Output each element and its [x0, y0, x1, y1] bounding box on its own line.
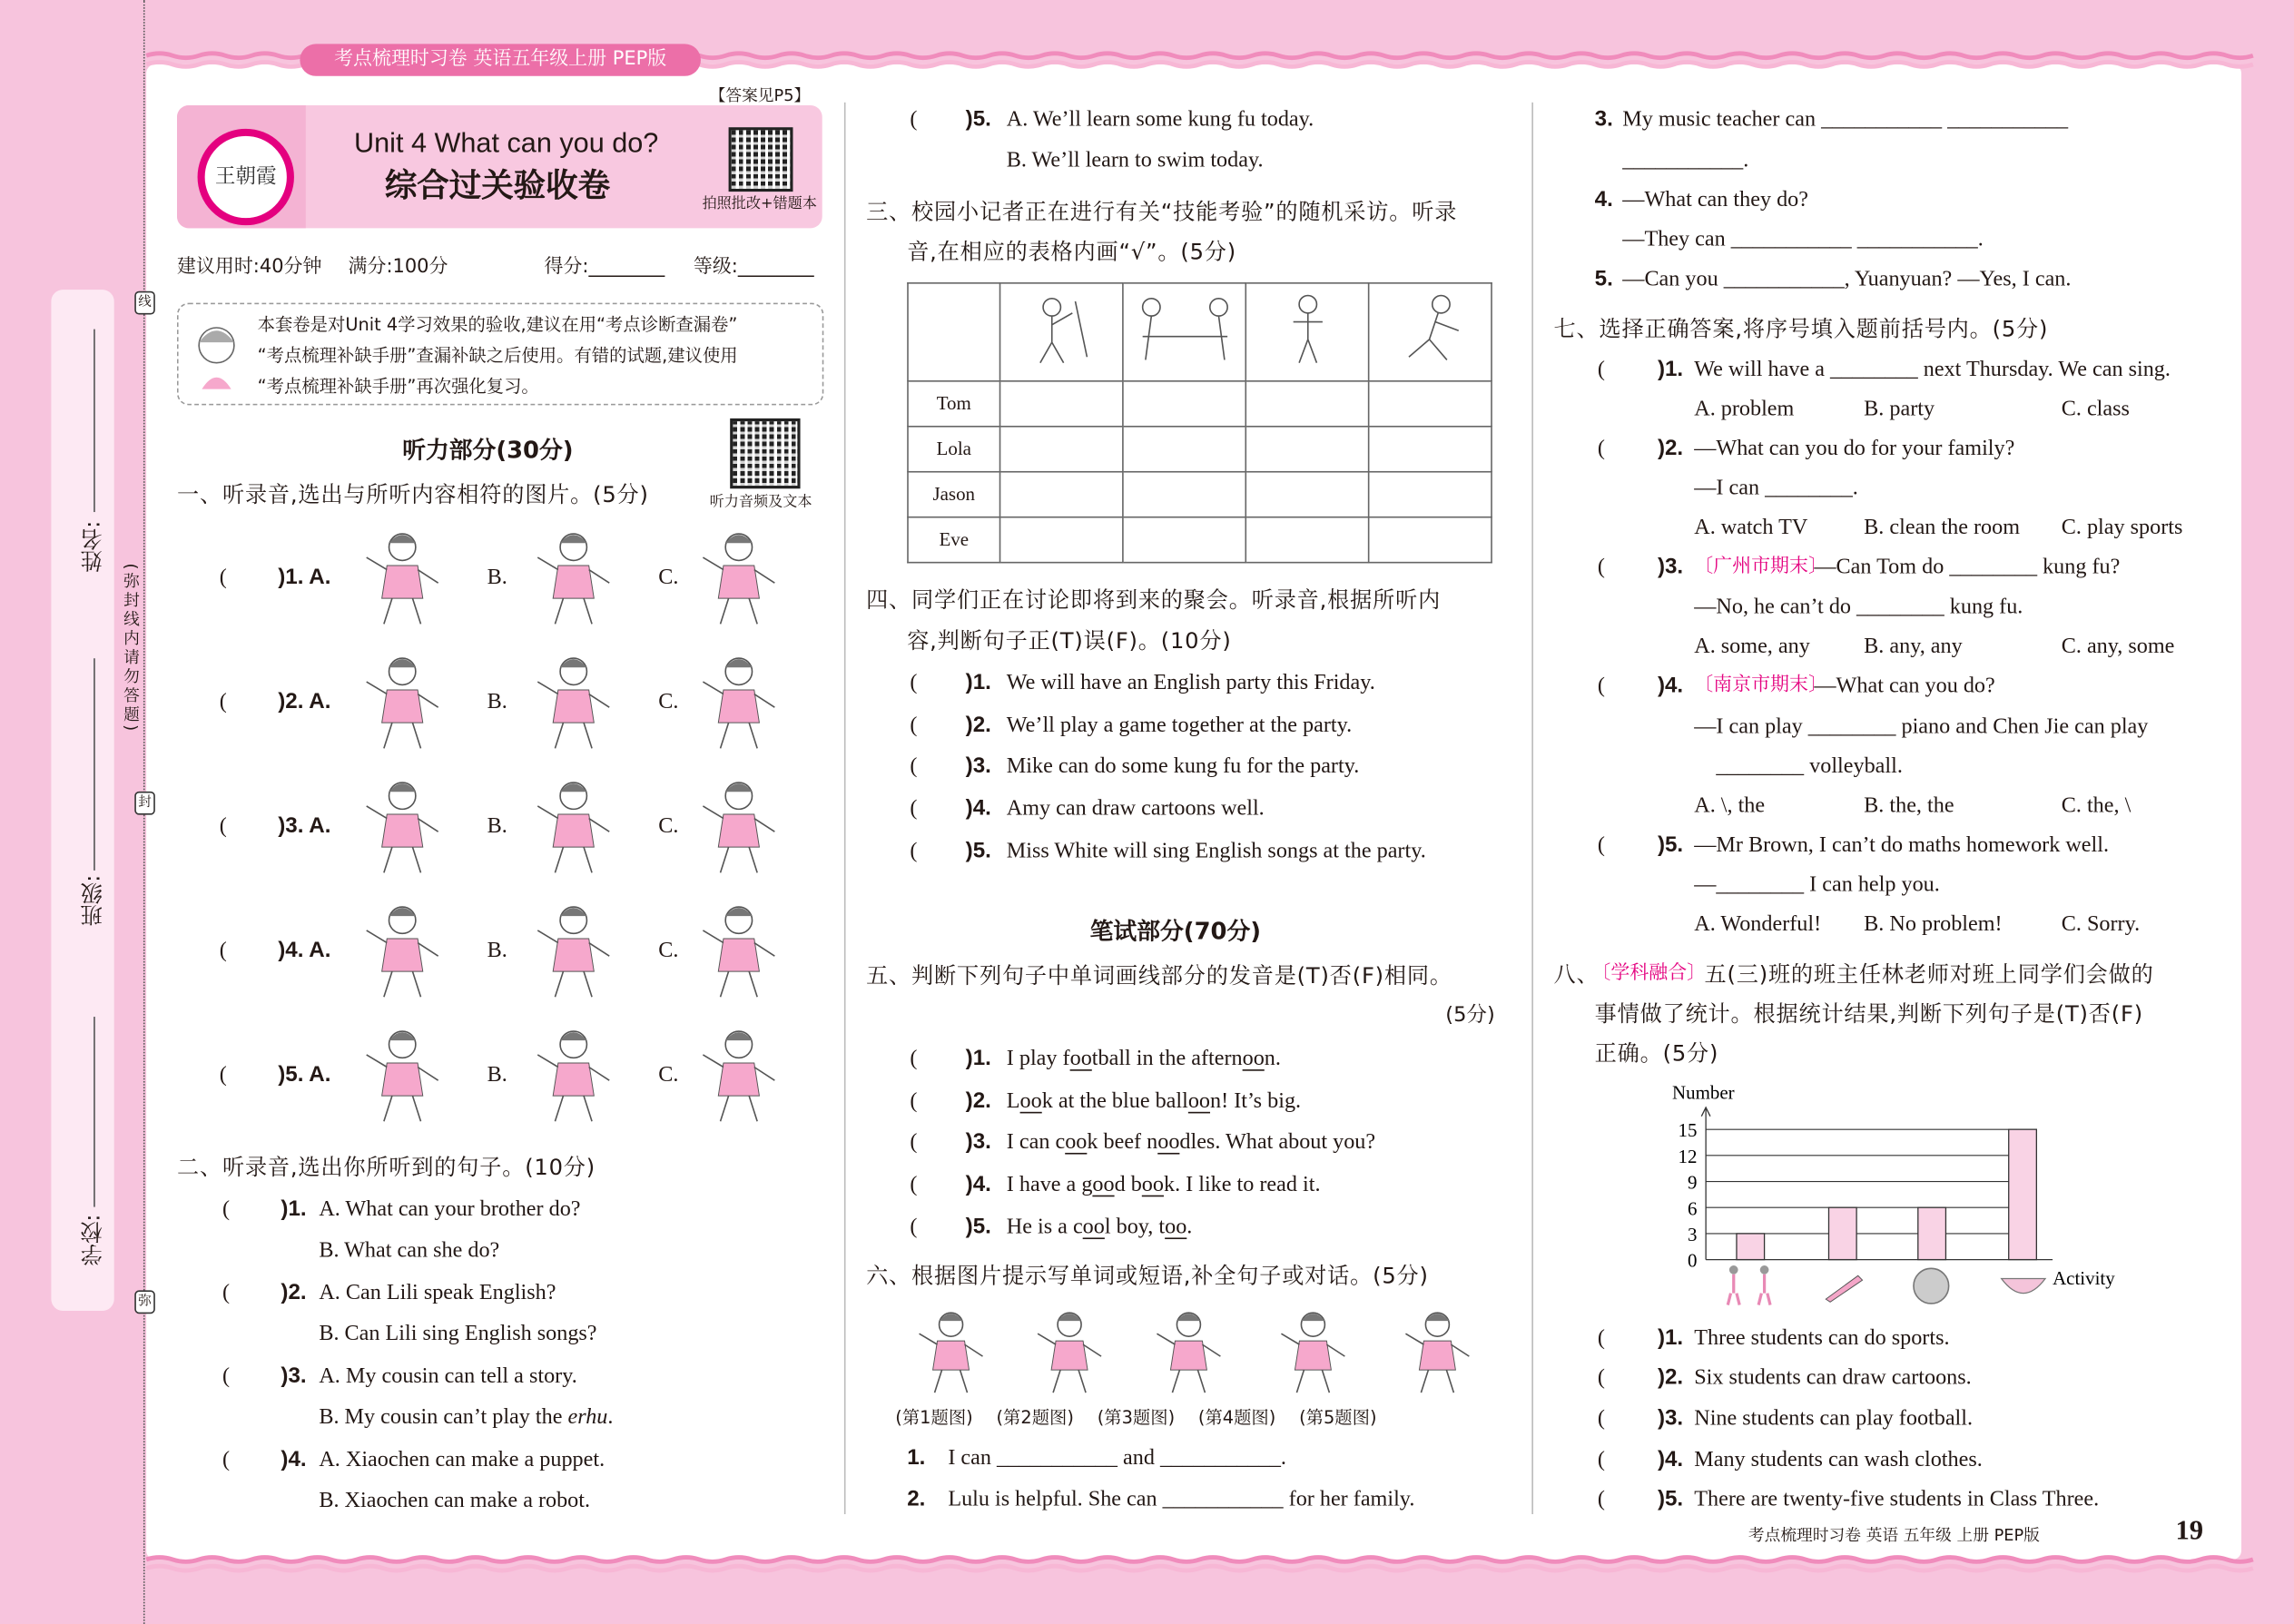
section-8-title: 正确。(5分) [1594, 1039, 1719, 1067]
item-number: )3. [281, 1363, 307, 1389]
item-number: )3. [1657, 1405, 1684, 1432]
check-cell[interactable] [1000, 381, 1123, 427]
option-b-label: B. [487, 690, 507, 714]
sentence [1007, 1215, 1193, 1241]
check-cell[interactable] [1369, 381, 1492, 427]
option-c-label: C. [658, 939, 679, 963]
option-b-text: B. My cousin can’t play the [319, 1405, 568, 1430]
answer-bracket[interactable]: ( [910, 671, 918, 695]
bottom-wave [146, 1558, 2253, 1562]
y-tick-label: 6 [1687, 1197, 1698, 1220]
item-number: )1. A. [278, 565, 331, 590]
question-line: —No, he can’t do ________ kung fu. [1694, 595, 2023, 619]
answer-bracket[interactable]: ( [1597, 833, 1605, 858]
answer-reference: 【答案见P5】 [709, 86, 811, 106]
option-c-picture [695, 651, 783, 753]
picture-caption: (第2题图) [996, 1407, 1074, 1428]
option-b-label: B. [487, 1063, 507, 1088]
option-a-picture [359, 900, 447, 1002]
seal-mark: 线 [134, 291, 155, 315]
qr-code[interactable] [729, 127, 793, 192]
answer-bracket[interactable]: ( [910, 1216, 918, 1240]
sentence-part: L [1006, 1089, 1020, 1114]
item-number: )4. [965, 1171, 991, 1197]
answer-bracket[interactable]: ( [910, 797, 918, 822]
option-c-picture [695, 1024, 783, 1127]
section-3-title: 三、校园小记者正在进行有关“技能考验”的随机采访。听录 [866, 199, 1458, 226]
sentence-part: dles. What about you? [1179, 1130, 1376, 1155]
item-number: )4. A. [278, 938, 331, 963]
option-b[interactable]: B. clean the room [1864, 516, 2021, 540]
item-number: )3. [965, 1129, 991, 1155]
intro-line: “考点梳理补缺手册”查漏补缺之后使用。有错的试题,建议使用 [257, 345, 738, 366]
item-number: )1. [281, 1196, 307, 1222]
answer-bracket[interactable]: ( [1597, 1448, 1605, 1472]
statement: Miss White will sing English songs at the party. [1006, 840, 1426, 863]
item-number: )3. A. [278, 813, 331, 839]
option-a[interactable]: A. some, any [1694, 635, 1810, 659]
option-b-picture [529, 651, 617, 753]
y-tick-label: 9 [1687, 1171, 1698, 1194]
statement: We’ll play a game together at the party. [1006, 714, 1353, 738]
option-a[interactable]: A. problem [1694, 398, 1795, 422]
check-cell[interactable] [1245, 517, 1368, 563]
full-score: 满分:100分 [348, 256, 448, 279]
sentence-part: k beef n [1087, 1130, 1158, 1155]
option-b-text: B. Xiaochen can make a robot. [319, 1489, 591, 1513]
option-a-picture [359, 651, 447, 753]
underlined-letters: oo [1019, 1089, 1042, 1114]
sentence-part: n! It’s big. [1210, 1089, 1302, 1114]
bottom-wave [146, 1566, 2253, 1570]
girl-illustration [187, 319, 245, 392]
qr-caption: 听力音频及文本 [709, 494, 812, 511]
class-line[interactable] [94, 658, 95, 871]
item-number: )1. [1657, 357, 1684, 382]
item-number: )3. [1657, 554, 1684, 580]
fill-in-sentence[interactable]: My music teacher can ___________ ___________ [1622, 108, 2069, 133]
option-a[interactable]: A. Xiaochen can make a puppet. [319, 1448, 605, 1472]
item-number: )2. [965, 1088, 991, 1114]
answer-bracket[interactable]: ( [222, 1364, 231, 1389]
item-number: )2. A. [278, 689, 331, 714]
underlined-letters: oo [1069, 1047, 1092, 1071]
sentence [1007, 1172, 1321, 1198]
hint-picture-2 [1024, 1306, 1115, 1397]
seal-mark: 弥 [134, 1290, 155, 1314]
fill-in-sentence[interactable]: —Can you ___________, Yuanyuan? —Yes, I can. [1622, 267, 2072, 291]
option-a-picture [359, 775, 447, 878]
section-5-title: 五、判断下列句子中单词画线部分的发音是(T)否(F)相同。 [866, 962, 1452, 989]
option-a[interactable]: A. What can your brother do? [319, 1197, 581, 1222]
item-number: )5. A. [278, 1062, 331, 1088]
answer-bracket[interactable]: ( [1597, 1326, 1605, 1351]
sentence-part: He is a c [1006, 1216, 1083, 1240]
option-b[interactable] [319, 1488, 590, 1514]
option-c-picture [695, 527, 783, 629]
answer-bracket[interactable]: ( [1597, 1366, 1605, 1391]
option-b-picture [529, 775, 617, 878]
question-line: —I can play ________ piano and Chen Jie can play [1694, 715, 2149, 739]
unit-title: Unit 4 What can you do? [354, 128, 659, 160]
question-line: —What can you do for your family? [1694, 437, 2015, 461]
school-label: 学校: [79, 1214, 106, 1266]
fill-in-continuation[interactable]: —They can ___________ ___________. [1622, 228, 1984, 252]
option-b-picture [529, 1024, 617, 1127]
series-title: 考点梳理时习卷 英语五年级上册 PEP版 [300, 44, 701, 75]
question-line: —________ I can help you. [1694, 873, 1940, 897]
sentence-part: tball in the aftern [1091, 1047, 1243, 1071]
option-c[interactable]: C. play sports [2061, 516, 2183, 540]
brand-logo: 王朝霞 [198, 129, 294, 225]
question-line: —Can Tom do ________ kung fu? [1814, 556, 2121, 580]
sentence-part: . [1186, 1216, 1193, 1240]
hint-picture-4 [1258, 1306, 1368, 1397]
y-tick-label: 12 [1678, 1145, 1698, 1167]
answer-bracket[interactable]: ( [1597, 556, 1605, 580]
y-tick-label: 15 [1678, 1119, 1698, 1142]
answer-bracket[interactable]: ( [219, 566, 227, 590]
check-cell[interactable] [1123, 517, 1245, 563]
option-a[interactable]: A. Wonderful! [1694, 912, 1822, 937]
underlined-letters: oo [1165, 1216, 1187, 1240]
skill-header [1369, 283, 1492, 381]
item-number: )1. [965, 1046, 991, 1071]
section-8-tag: 〔学科融合〕 [1591, 962, 1707, 985]
section-4-title: 容,判断句子正(T)误(F)。(10分) [907, 627, 1232, 655]
answer-bracket[interactable]: ( [219, 939, 227, 963]
hint-picture-3 [1148, 1306, 1229, 1397]
item-number: 2. [907, 1486, 926, 1511]
option-c-label: C. [658, 814, 679, 839]
option-b-label: B. [487, 814, 507, 839]
item-number: 4. [1594, 187, 1613, 212]
fill-in-sentence[interactable]: Lulu is helpful. She can ___________ for her family. [948, 1487, 1415, 1511]
option-c-label: C. [658, 1063, 679, 1088]
item-number: )4. [1657, 1446, 1684, 1472]
answer-bracket[interactable]: ( [1597, 1407, 1605, 1432]
answer-bracket[interactable]: ( [219, 814, 227, 839]
statement: Amy can draw cartoons well. [1006, 797, 1265, 822]
underlined-letters: oo [1157, 1130, 1180, 1155]
sentence [1007, 1129, 1375, 1156]
item-number: 5. [1594, 266, 1613, 291]
answer-bracket[interactable]: ( [910, 714, 918, 738]
option-b[interactable]: B. No problem! [1864, 912, 2003, 937]
fill-in-sentence[interactable]: —What can they do? [1622, 188, 1808, 212]
section-8-title: 事情做了统计。根据统计结果,判断下列句子是(T)否(F) [1594, 1000, 2143, 1028]
section-2-title: 二、听录音,选出你所听到的句子。(10分) [177, 1154, 596, 1181]
statement: Mike can do some kung fu for the party. [1006, 754, 1360, 779]
option-c-picture [695, 900, 783, 1002]
option-b[interactable]: B. the, the [1864, 794, 1954, 818]
item-number: )5. [1657, 832, 1684, 858]
section-1-title: 一、听录音,选出与所听内容相符的图片。(5分) [177, 481, 649, 508]
option-a[interactable]: A. \, the [1694, 794, 1766, 818]
section-6-title: 六、根据图片提示写单词或短语,补全句子或对话。(5分) [866, 1262, 1429, 1289]
section-3-title: 音,在相应的表格内画“√”。(5分) [907, 238, 1237, 265]
underlined-letters: oo [1065, 1130, 1088, 1155]
option-b[interactable]: B. party [1864, 398, 1935, 422]
statement: Many students can wash clothes. [1694, 1448, 1983, 1472]
option-b-label: B. [487, 566, 507, 590]
check-cell[interactable] [1369, 427, 1492, 472]
sentence [1007, 1046, 1281, 1072]
option-b-label: B. [487, 939, 507, 963]
option-b[interactable]: B. any, any [1864, 635, 1963, 659]
page-number: 19 [2175, 1515, 2204, 1547]
intro-line: 本套卷是对Unit 4学习效果的验收,建议在用“考点诊断查漏卷” [257, 314, 738, 336]
y-tick-label: 3 [1687, 1223, 1698, 1245]
qr-caption: 拍照批改+错题本 [702, 195, 817, 212]
check-cell[interactable] [1000, 517, 1123, 563]
answer-bracket[interactable]: ( [222, 1197, 231, 1222]
answer-bracket[interactable]: ( [222, 1448, 231, 1472]
option-b[interactable] [319, 1321, 596, 1347]
option-c-label: C. [658, 690, 679, 714]
check-cell[interactable] [1369, 472, 1492, 517]
item-number: )5. [965, 838, 991, 863]
item-number: )2. [281, 1280, 307, 1305]
x-axis-label: Activity [2053, 1266, 2115, 1289]
table-corner [908, 283, 1000, 381]
option-c-label: C. [658, 566, 679, 590]
option-a[interactable]: A. watch TV [1694, 516, 1808, 540]
name-line[interactable] [94, 330, 95, 512]
skill-header [1123, 283, 1245, 381]
paper-title: 综合过关验收卷 [384, 168, 611, 205]
option-b-text: B. What can she do? [319, 1239, 500, 1263]
item-number: 1. [907, 1445, 926, 1471]
underlined-letters: oo [1092, 1173, 1115, 1197]
hint-picture-5 [1383, 1306, 1492, 1397]
answer-bracket[interactable]: ( [219, 690, 227, 714]
option-b-picture [529, 527, 617, 629]
hint-picture-1 [907, 1306, 995, 1397]
row-name: Eve [908, 517, 1000, 563]
y-tick-label: 0 [1687, 1249, 1698, 1272]
section-7-title: 七、选择正确答案,将序号填入题前括号内。(5分) [1553, 316, 2049, 343]
answer-bracket[interactable]: ( [1597, 1487, 1605, 1511]
statement: We will have an English party this Friday. [1006, 671, 1375, 695]
name-label: 姓名: [79, 520, 106, 573]
answer-bracket[interactable]: ( [1597, 674, 1605, 698]
picture-caption: (第3题图) [1097, 1407, 1176, 1428]
seal-mark: 封 [134, 792, 155, 815]
section-8-number: 八、 [1553, 960, 1600, 988]
student-info-strip [51, 290, 113, 1311]
sentence-part: I have a g [1006, 1173, 1093, 1197]
check-cell[interactable] [1245, 381, 1368, 427]
fill-in-sentence[interactable]: I can ___________ and ___________. [948, 1446, 1286, 1471]
option-b-text: B. Can Lili sing English songs? [319, 1322, 597, 1346]
fill-in-continuation[interactable]: ___________. [1622, 149, 1749, 173]
section-5-score: (5分) [1445, 1003, 1495, 1028]
column-divider [1531, 103, 1533, 1514]
option-a-picture [359, 527, 447, 629]
option-b-picture [529, 900, 617, 1002]
section-4-title: 四、同学们正在讨论即将到来的聚会。听录音,根据所听内 [866, 586, 1442, 614]
question-source-tag: 〔南京市期末〕 [1694, 674, 1827, 697]
check-cell[interactable] [1123, 381, 1245, 427]
sentence-part: I play f [1006, 1047, 1070, 1071]
sentence-part: k at the blue ball [1041, 1089, 1188, 1114]
skill-header [1000, 283, 1123, 381]
question-line: —I can ________. [1694, 477, 1858, 501]
dancing-icon [1393, 292, 1467, 366]
answer-bracket[interactable]: ( [910, 1047, 918, 1071]
check-cell[interactable] [1123, 472, 1245, 517]
option-c[interactable]: C. the, \ [2061, 794, 2132, 818]
check-cell[interactable] [1245, 427, 1368, 472]
underlined-letters: oo [1082, 1216, 1105, 1240]
option-b-italic: erhu [567, 1405, 608, 1430]
qr-code[interactable] [730, 418, 800, 488]
option-a[interactable]: A. We’ll learn some kung fu today. [1006, 108, 1314, 133]
option-c-picture [695, 775, 783, 878]
skill-header [1245, 283, 1368, 381]
item-number: )3. [965, 753, 991, 779]
sentence-part: I can c [1006, 1130, 1066, 1155]
answer-bracket[interactable]: ( [222, 1281, 231, 1305]
option-a-picture [359, 1024, 447, 1127]
class-label: 班级: [79, 874, 106, 927]
statement: There are twenty-five students in Class Three. [1694, 1487, 2100, 1511]
sentence-part: d b [1114, 1173, 1142, 1197]
question-line: —What can you do? [1814, 674, 1995, 698]
underlined-letters: oo [1187, 1089, 1211, 1114]
row-name: Lola [908, 427, 1000, 472]
footer-text: 考点梳理时习卷 英语 五年级 上册 PEP版 [1748, 1525, 2040, 1545]
answer-bracket[interactable]: ( [910, 1089, 918, 1114]
score-field[interactable]: 得分:________ [544, 256, 665, 279]
answer-bracket[interactable]: ( [910, 1173, 918, 1197]
listening-title: 听力部分(30分) [402, 436, 574, 464]
check-cell[interactable] [1123, 427, 1245, 472]
sentence-part: l boy, t [1104, 1216, 1166, 1240]
answer-bracket[interactable]: ( [910, 108, 918, 133]
picture-caption: (第4题图) [1197, 1407, 1276, 1428]
underlined-letters: oo [1141, 1173, 1164, 1197]
school-line[interactable] [94, 1017, 95, 1207]
sentence [1007, 1088, 1301, 1115]
answer-bracket[interactable]: ( [910, 1130, 918, 1155]
statement: Three students can do sports. [1694, 1326, 1950, 1351]
item-number: )2. [965, 712, 991, 738]
item-number: )5. [965, 1214, 991, 1240]
skills-table [907, 282, 1492, 563]
option-c[interactable]: C. any, some [2061, 635, 2175, 659]
statement: Six students can draw cartoons. [1694, 1366, 1972, 1391]
kung-fu-icon [1278, 292, 1336, 366]
section-8-title: 五(三)班的班主任林老师对班上同学们会做的 [1704, 960, 2154, 988]
option-b[interactable]: B. We’ll learn to swim today. [1006, 149, 1264, 173]
sentence-part: k. I like to read it. [1163, 1173, 1321, 1197]
option-c[interactable]: C. Sorry. [2061, 912, 2141, 937]
option-c[interactable]: C. class [2061, 398, 2130, 422]
intro-line: “考点梳理补缺手册”再次强化复习。 [257, 376, 539, 397]
option-a[interactable]: A. Can Lili speak English? [319, 1281, 556, 1305]
item-number: )2. [1657, 436, 1684, 461]
answer-bracket[interactable]: ( [910, 754, 918, 779]
check-cell[interactable] [1369, 517, 1492, 563]
answer-bracket[interactable]: ( [1597, 358, 1605, 382]
statement: Nine students can play football. [1694, 1407, 1974, 1432]
item-number: 3. [1594, 106, 1613, 133]
answer-bracket[interactable]: ( [219, 1063, 227, 1088]
check-cell[interactable] [1245, 472, 1368, 517]
question-source-tag: 〔广州市期末〕 [1694, 556, 1827, 578]
question-line: We will have a ________ next Thursday. We can sing. [1694, 358, 2171, 382]
seal-note: (弥封线内请勿答题) [121, 563, 141, 734]
underlined-letters: oo [1242, 1047, 1265, 1071]
option-b-end: . [607, 1405, 614, 1430]
item-number: )4. [1657, 673, 1684, 698]
option-b[interactable] [319, 1404, 613, 1431]
ping-pong-icon [1133, 292, 1236, 366]
item-number: )1. [1657, 1325, 1684, 1351]
option-b[interactable] [319, 1237, 499, 1264]
item-number: )5. [1657, 1486, 1684, 1511]
picture-caption: (第5题图) [1299, 1407, 1377, 1428]
sentence-part: n. [1264, 1047, 1281, 1071]
writing-title: 笔试部分(70分) [1089, 917, 1262, 946]
y-axis-label: Number [1672, 1081, 1735, 1104]
column-divider [844, 103, 846, 1514]
row-name: Jason [908, 472, 1000, 517]
check-cell[interactable] [1000, 472, 1123, 517]
item-number: )1. [965, 670, 991, 695]
suggested-time: 建议用时:40分钟 [177, 256, 322, 279]
question-line: ________ volleyball. [1716, 754, 1903, 779]
item-number: )4. [965, 795, 991, 822]
item-number: )2. [1657, 1364, 1684, 1391]
item-number: )5. [965, 106, 991, 133]
option-a[interactable]: A. My cousin can tell a story. [319, 1364, 577, 1389]
picture-caption: (第1题图) [895, 1407, 973, 1428]
answer-bracket[interactable]: ( [1597, 437, 1605, 461]
item-number: )4. [281, 1446, 307, 1472]
check-cell[interactable] [1000, 427, 1123, 472]
grade-field[interactable]: 等级:________ [693, 256, 814, 279]
question-line: —Mr Brown, I can’t do maths homework well. [1694, 833, 2110, 858]
row-name: Tom [908, 381, 1000, 427]
answer-bracket[interactable]: ( [910, 840, 918, 863]
painting-icon [1025, 292, 1098, 366]
